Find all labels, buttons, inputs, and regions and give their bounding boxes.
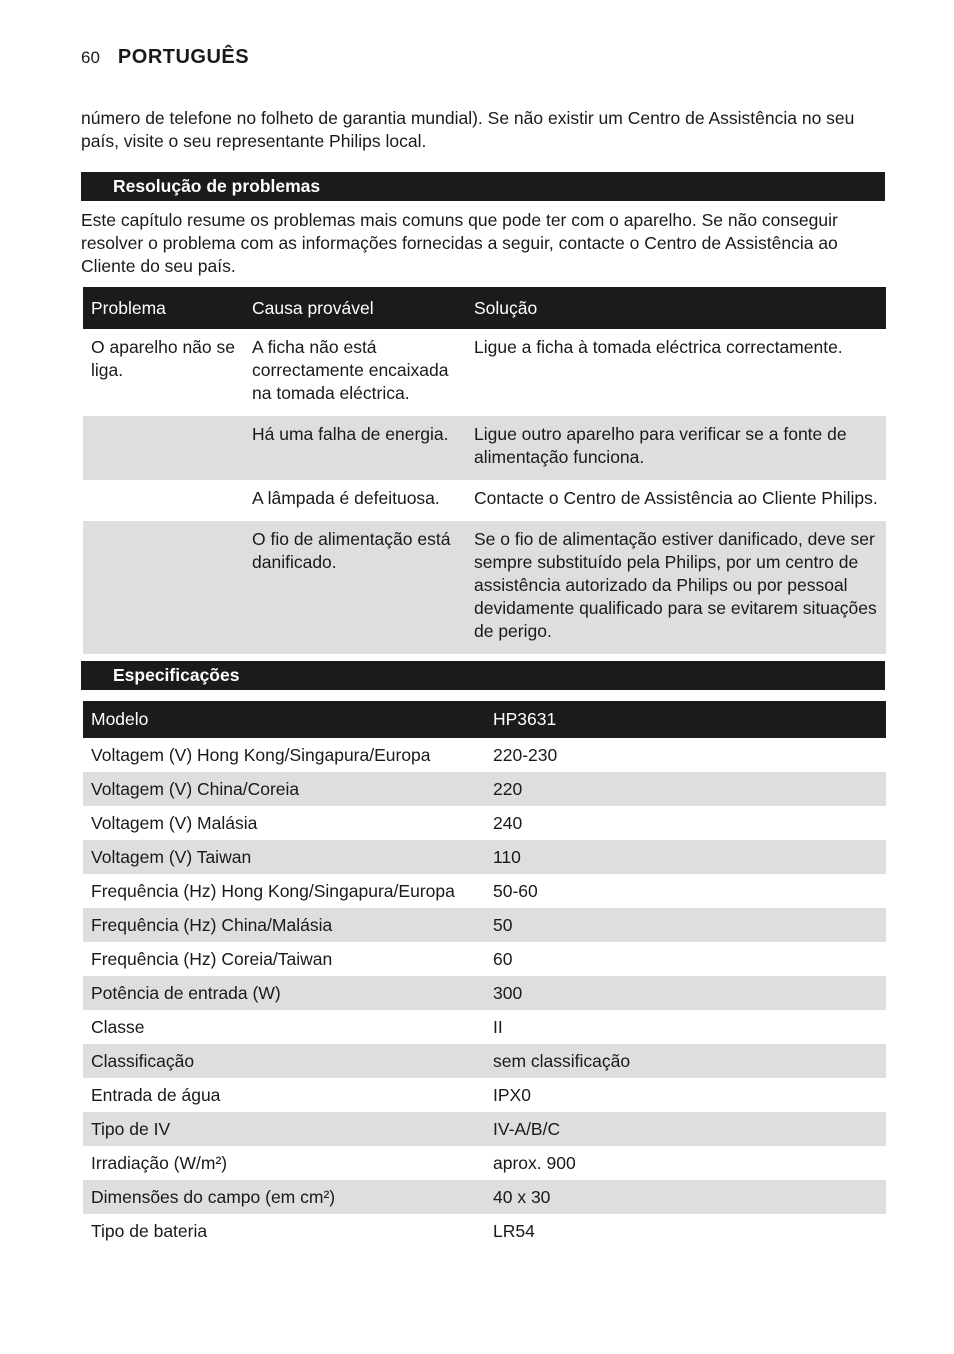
spec-label: Entrada de água: [91, 1084, 221, 1105]
spec-value: aprox. 900: [493, 1152, 576, 1173]
table-row: [83, 329, 886, 416]
problem-cell: [83, 521, 244, 654]
column-header-cause: Causa provável: [244, 287, 466, 329]
spec-value: 300: [485, 976, 886, 1010]
spec-label: Voltagem (V) China/Coreia: [83, 772, 485, 806]
cause-cell: Há uma falha de energia.: [244, 416, 466, 480]
table-row: [83, 1112, 886, 1146]
table-row: [83, 1078, 886, 1112]
table-row: [83, 942, 886, 976]
spec-value: 50-60: [493, 880, 538, 901]
column-header-model-number: HP3631: [485, 701, 886, 738]
specifications-heading: Especificações: [81, 661, 885, 690]
table-row: [83, 806, 886, 840]
spec-label: Tipo de bateria: [91, 1220, 208, 1241]
cause-cell: A lâmpada é defeituosa.: [252, 488, 440, 508]
spec-value: 220: [485, 772, 886, 806]
problem-cell: [83, 480, 244, 521]
spec-label: Frequência (Hz) Coreia/Taiwan: [91, 948, 333, 969]
problem-cell: [83, 416, 244, 480]
spec-label: Voltagem (V) Malásia: [91, 812, 258, 833]
spec-value: 50: [485, 908, 886, 942]
spec-label: Voltagem (V) Hong Kong/Singapura/Europa: [91, 744, 431, 765]
problem-cell: O aparelho não se liga.: [91, 337, 235, 380]
table-row: [83, 908, 886, 942]
column-header-solution: Solução: [466, 287, 886, 329]
table-row: [83, 772, 886, 806]
table-row: [83, 1214, 886, 1248]
spec-label: Frequência (Hz) China/Malásia: [83, 908, 485, 942]
spec-value: 240: [493, 812, 523, 833]
spec-value: 220-230: [493, 744, 558, 765]
spec-value: sem classificação: [485, 1044, 886, 1078]
table-row: [83, 480, 886, 521]
spec-label: Voltagem (V) Taiwan: [83, 840, 485, 874]
table-row: [83, 1146, 886, 1180]
spec-value: II: [493, 1016, 503, 1037]
spec-label: Classificação: [83, 1044, 485, 1078]
language-heading: PORTUGUÊS: [117, 46, 250, 68]
intro-paragraph: número de telefone no folheto de garantia mundial). Se não existir um Centro de Assistência no seu país, visite o seu representante Philips local.: [81, 108, 855, 151]
table-row: [83, 840, 886, 874]
table-row: [83, 738, 886, 772]
table-row: [83, 1180, 886, 1214]
spec-value: LR54: [493, 1220, 535, 1241]
troubleshooting-heading: Resolução de problemas: [81, 172, 885, 201]
solution-cell: Contacte o Centro de Assistência ao Cliente Philips.: [474, 488, 878, 508]
spec-label: Tipo de IV: [83, 1112, 485, 1146]
table-header-row: [83, 287, 886, 329]
table-header-row: [83, 701, 886, 738]
table-row: [83, 1010, 886, 1044]
cause-cell: A ficha não está correctamente encaixada na tomada eléctrica.: [252, 337, 449, 403]
table-row: [83, 521, 886, 654]
column-header-problem: Problema: [83, 287, 244, 329]
spec-value: IV-A/B/C: [485, 1112, 886, 1146]
cause-cell: O fio de alimentação está danificado.: [244, 521, 466, 654]
spec-label: Frequência (Hz) Hong Kong/Singapura/Europa: [91, 880, 455, 901]
spec-value: 40 x 30: [485, 1180, 886, 1214]
troubleshooting-paragraph: Este capítulo resume os problemas mais comuns que pode ter com o aparelho. Se não conseguir resolver o problema com as informações fornecidas a seguir, contacte o Centro de Assistência ao Cliente do seu país.: [81, 210, 838, 276]
page-number: 60: [81, 48, 100, 67]
spec-label: Irradiação (W/m²): [91, 1152, 228, 1173]
troubleshooting-table: [83, 287, 886, 654]
table-row: [83, 976, 886, 1010]
solution-cell: Ligue a ficha à tomada eléctrica correctamente.: [474, 337, 843, 357]
page-header: [81, 46, 249, 69]
solution-cell: Se o fio de alimentação estiver danificado, deve ser sempre substituído pela Philips, por um centro de assistência autorizado da Philips ou por pessoal devidamente qualificado para se evitarem situações de perigo.: [466, 521, 886, 654]
spec-label: Classe: [91, 1016, 145, 1037]
spec-label: Potência de entrada (W): [83, 976, 485, 1010]
table-row: [83, 874, 886, 908]
table-row: [83, 416, 886, 480]
spec-value: 110: [485, 840, 886, 874]
spec-label: Dimensões do campo (em cm²): [83, 1180, 485, 1214]
solution-cell: Ligue outro aparelho para verificar se a fonte de alimentação funciona.: [466, 416, 886, 480]
table-row: [83, 1044, 886, 1078]
column-header-model: Modelo: [83, 701, 485, 738]
spec-value: 60: [493, 948, 513, 969]
spec-value: IPX0: [493, 1084, 531, 1105]
specifications-table: [83, 701, 886, 1248]
